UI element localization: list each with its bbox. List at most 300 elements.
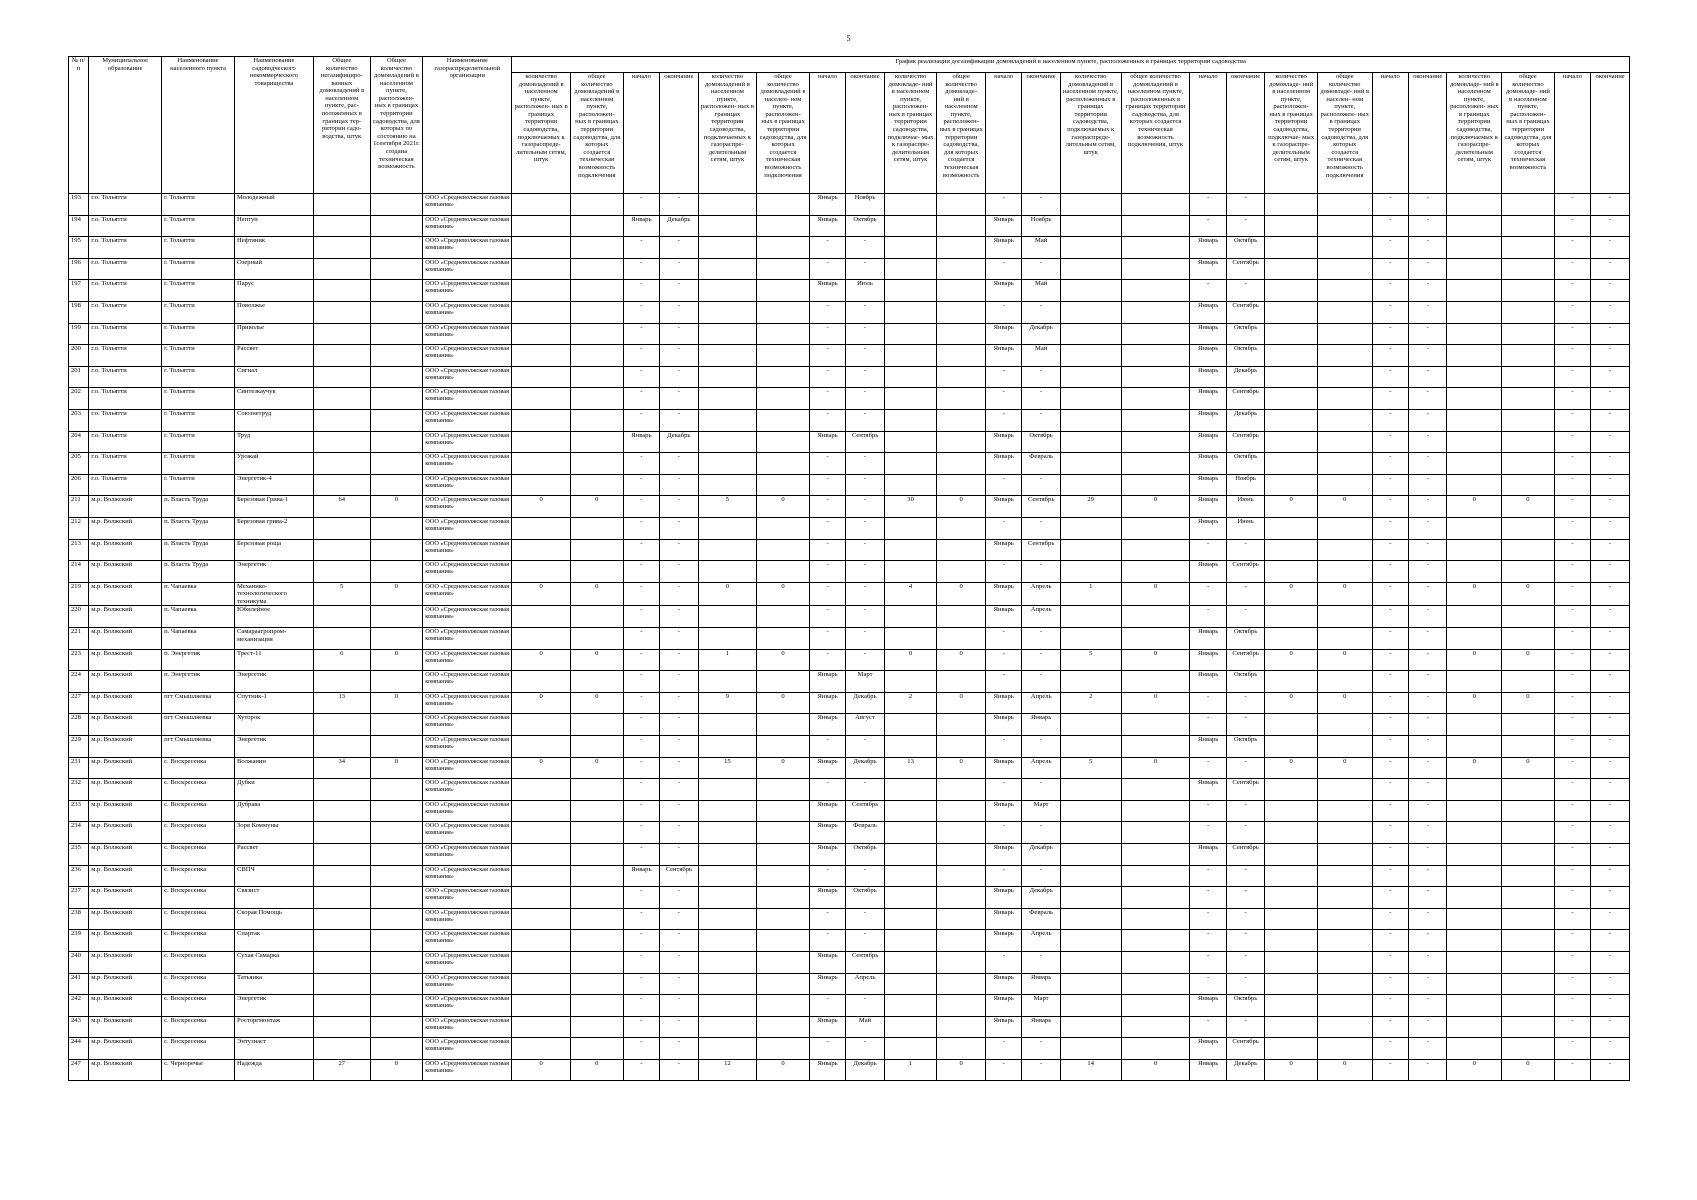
schedule-cell: - bbox=[1591, 843, 1630, 865]
schedule-cell bbox=[937, 517, 986, 539]
col-header-municipality: Муниципальное образование bbox=[89, 57, 162, 194]
schedule-cell: Январь bbox=[1190, 671, 1226, 693]
col-header-schedule-20: количество домовладе- ний в населенном пункте, расположен- ных в границах территории садоводства, подключаемых к газораспре- делительным сетям, штук bbox=[1447, 73, 1502, 194]
settlement-cell: г. Тольятти bbox=[162, 388, 235, 410]
schedule-cell bbox=[937, 930, 986, 952]
schedule-cell: Сентябрь bbox=[1226, 649, 1264, 671]
col-header-schedule-6: начало bbox=[809, 73, 845, 194]
snt-cell: Труд bbox=[234, 431, 313, 453]
schedule-cell: - bbox=[846, 606, 884, 628]
total-ungasified-cell: 27 bbox=[313, 1059, 370, 1081]
schedule-cell: - bbox=[1372, 714, 1408, 736]
schedule-cell bbox=[1060, 194, 1121, 216]
schedule-cell: - bbox=[1226, 930, 1264, 952]
col-header-schedule-16: количество домовладе- ний в населенном пункте, расположен- ных в границах территории садоводства, подключае- мых к газораспре- делительным сетям, штук bbox=[1265, 73, 1318, 194]
table-row bbox=[69, 995, 1630, 1017]
schedule-cell bbox=[1121, 671, 1190, 693]
row-number: 203 bbox=[69, 409, 89, 431]
schedule-cell bbox=[512, 887, 571, 909]
table-row bbox=[69, 194, 1630, 216]
schedule-cell bbox=[512, 215, 571, 237]
row-number: 219 bbox=[69, 582, 89, 606]
schedule-cell bbox=[512, 388, 571, 410]
schedule-cell: - bbox=[1409, 1059, 1447, 1081]
schedule-cell: - bbox=[809, 779, 845, 801]
schedule-cell bbox=[1502, 606, 1555, 628]
total-tech-possibility-cell: 0 bbox=[370, 1059, 423, 1081]
schedule-cell: - bbox=[660, 692, 698, 714]
settlement-cell: с. Воскресенка bbox=[162, 908, 235, 930]
total-ungasified-cell bbox=[313, 714, 370, 736]
schedule-cell bbox=[571, 714, 624, 736]
schedule-cell: Апрель bbox=[1022, 757, 1060, 779]
schedule-cell: - bbox=[1022, 561, 1060, 583]
municipality-cell: м.р. Волжский bbox=[89, 887, 162, 909]
schedule-cell: - bbox=[1409, 539, 1447, 561]
schedule-cell bbox=[698, 258, 757, 280]
schedule-cell bbox=[512, 474, 571, 496]
schedule-cell bbox=[1447, 1038, 1502, 1060]
table-row bbox=[69, 517, 1630, 539]
schedule-cell bbox=[698, 887, 757, 909]
schedule-cell bbox=[757, 561, 810, 583]
schedule-cell: 0 bbox=[757, 1059, 810, 1081]
schedule-cell bbox=[1121, 1016, 1190, 1038]
schedule-cell bbox=[1502, 280, 1555, 302]
schedule-cell: - bbox=[809, 474, 845, 496]
schedule-cell: - bbox=[1372, 995, 1408, 1017]
schedule-cell bbox=[512, 431, 571, 453]
schedule-cell: 0 bbox=[1502, 649, 1555, 671]
total-tech-possibility-cell bbox=[370, 237, 423, 259]
schedule-cell: - bbox=[623, 517, 659, 539]
schedule-cell: - bbox=[1409, 843, 1447, 865]
schedule-cell bbox=[698, 561, 757, 583]
row-number: 206 bbox=[69, 474, 89, 496]
schedule-cell bbox=[1447, 908, 1502, 930]
schedule-cell bbox=[571, 606, 624, 628]
schedule-cell: - bbox=[1190, 714, 1226, 736]
schedule-cell bbox=[884, 409, 937, 431]
schedule-cell: 29 bbox=[1060, 496, 1121, 518]
schedule-cell bbox=[1317, 1038, 1372, 1060]
total-tech-possibility-cell bbox=[370, 366, 423, 388]
gas-org-cell: ООО «Средневолжская газовая компания» bbox=[423, 1016, 512, 1038]
schedule-cell bbox=[757, 215, 810, 237]
table-row bbox=[69, 735, 1630, 757]
schedule-cell bbox=[884, 800, 937, 822]
schedule-cell bbox=[1502, 887, 1555, 909]
schedule-cell bbox=[1502, 388, 1555, 410]
schedule-cell bbox=[937, 628, 986, 650]
schedule-cell: 0 bbox=[571, 1059, 624, 1081]
schedule-cell: - bbox=[1591, 714, 1630, 736]
schedule-cell bbox=[937, 822, 986, 844]
schedule-cell: - bbox=[1409, 1038, 1447, 1060]
snt-cell: Березовая Грива-1 bbox=[234, 496, 313, 518]
schedule-cell: 0 bbox=[757, 496, 810, 518]
schedule-cell: - bbox=[1372, 280, 1408, 302]
schedule-cell bbox=[1265, 323, 1318, 345]
schedule-cell: - bbox=[1190, 757, 1226, 779]
schedule-cell bbox=[1121, 409, 1190, 431]
schedule-cell: Сентябрь bbox=[1022, 496, 1060, 518]
schedule-cell: - bbox=[1190, 692, 1226, 714]
row-number: 211 bbox=[69, 496, 89, 518]
schedule-cell: - bbox=[846, 908, 884, 930]
schedule-cell: - bbox=[1591, 561, 1630, 583]
schedule-cell: Ноябрь bbox=[846, 194, 884, 216]
schedule-cell bbox=[1317, 735, 1372, 757]
schedule-cell: Январь bbox=[1190, 301, 1226, 323]
schedule-cell bbox=[1447, 388, 1502, 410]
schedule-cell: - bbox=[1591, 1059, 1630, 1081]
snt-cell: Парус bbox=[234, 280, 313, 302]
row-number: 202 bbox=[69, 388, 89, 410]
schedule-cell bbox=[698, 1038, 757, 1060]
schedule-cell: - bbox=[1372, 779, 1408, 801]
schedule-cell: Январь bbox=[623, 431, 659, 453]
snt-cell: Молодежный bbox=[234, 194, 313, 216]
schedule-cell bbox=[1502, 194, 1555, 216]
snt-cell: Зоря Коммуны bbox=[234, 822, 313, 844]
schedule-cell: - bbox=[809, 865, 845, 887]
schedule-cell: Январь bbox=[1190, 366, 1226, 388]
schedule-cell bbox=[571, 930, 624, 952]
schedule-cell bbox=[512, 606, 571, 628]
schedule-cell bbox=[1317, 1016, 1372, 1038]
snt-cell: Березовая роща bbox=[234, 539, 313, 561]
municipality-cell: м.р. Волжский bbox=[89, 843, 162, 865]
schedule-cell: Сентябрь bbox=[1226, 779, 1264, 801]
schedule-cell bbox=[937, 1038, 986, 1060]
total-tech-possibility-cell bbox=[370, 323, 423, 345]
schedule-cell: 0 bbox=[1502, 496, 1555, 518]
schedule-cell bbox=[757, 628, 810, 650]
schedule-cell: - bbox=[846, 582, 884, 606]
schedule-cell: 0 bbox=[1121, 757, 1190, 779]
gas-org-cell: ООО «Средневолжская газовая компания» bbox=[423, 628, 512, 650]
schedule-cell bbox=[512, 973, 571, 995]
schedule-cell: 1 bbox=[698, 649, 757, 671]
schedule-cell: - bbox=[1022, 951, 1060, 973]
municipality-cell: м.р. Волжский bbox=[89, 649, 162, 671]
snt-cell: Связист bbox=[234, 887, 313, 909]
schedule-cell bbox=[1447, 800, 1502, 822]
total-ungasified-cell bbox=[313, 280, 370, 302]
schedule-cell: - bbox=[1554, 496, 1590, 518]
schedule-cell: 1 bbox=[884, 1059, 937, 1081]
schedule-cell bbox=[512, 865, 571, 887]
schedule-cell bbox=[698, 1016, 757, 1038]
schedule-cell bbox=[757, 779, 810, 801]
schedule-cell bbox=[1060, 453, 1121, 475]
schedule-cell bbox=[698, 409, 757, 431]
table-row bbox=[69, 714, 1630, 736]
schedule-cell: Июнь bbox=[1226, 517, 1264, 539]
schedule-cell bbox=[1447, 628, 1502, 650]
municipality-cell: г.о. Тольятти bbox=[89, 237, 162, 259]
schedule-cell: - bbox=[1409, 908, 1447, 930]
schedule-cell: Январь bbox=[809, 843, 845, 865]
row-number: 235 bbox=[69, 843, 89, 865]
col-header-snt: Наименование садоводческого некоммерческого товарищества bbox=[234, 57, 313, 194]
schedule-cell bbox=[1060, 865, 1121, 887]
row-number: 197 bbox=[69, 280, 89, 302]
settlement-cell: пгт Смышляевка bbox=[162, 692, 235, 714]
schedule-cell bbox=[1317, 843, 1372, 865]
schedule-cell: - bbox=[623, 582, 659, 606]
schedule-cell bbox=[937, 215, 986, 237]
schedule-cell: - bbox=[623, 561, 659, 583]
gas-org-cell: ООО «Средневолжская газовая компания» bbox=[423, 582, 512, 606]
schedule-cell: - bbox=[1409, 822, 1447, 844]
schedule-cell: - bbox=[985, 258, 1021, 280]
schedule-cell: - bbox=[985, 474, 1021, 496]
schedule-cell bbox=[571, 561, 624, 583]
gas-org-cell: ООО «Средневолжская газовая компания» bbox=[423, 930, 512, 952]
schedule-cell bbox=[1265, 1016, 1318, 1038]
municipality-cell: м.р. Волжский bbox=[89, 517, 162, 539]
settlement-cell: г. Тольятти bbox=[162, 280, 235, 302]
schedule-cell bbox=[512, 714, 571, 736]
schedule-cell bbox=[1317, 258, 1372, 280]
total-tech-possibility-cell bbox=[370, 431, 423, 453]
table-row bbox=[69, 323, 1630, 345]
schedule-cell bbox=[937, 1016, 986, 1038]
schedule-cell bbox=[1317, 800, 1372, 822]
schedule-cell bbox=[1060, 301, 1121, 323]
schedule-cell bbox=[1447, 366, 1502, 388]
col-header-schedule-14: начало bbox=[1190, 73, 1226, 194]
schedule-cell bbox=[1502, 930, 1555, 952]
schedule-cell bbox=[1265, 671, 1318, 693]
schedule-cell: - bbox=[985, 649, 1021, 671]
schedule-cell: Сентябрь bbox=[846, 951, 884, 973]
total-tech-possibility-cell bbox=[370, 388, 423, 410]
schedule-cell: 0 bbox=[512, 692, 571, 714]
schedule-cell bbox=[1265, 431, 1318, 453]
schedule-cell: Январь bbox=[985, 800, 1021, 822]
total-tech-possibility-cell bbox=[370, 951, 423, 973]
schedule-cell: - bbox=[1409, 301, 1447, 323]
schedule-cell bbox=[757, 887, 810, 909]
schedule-cell bbox=[757, 951, 810, 973]
schedule-cell: - bbox=[1591, 757, 1630, 779]
municipality-cell: м.р. Волжский bbox=[89, 951, 162, 973]
schedule-cell: - bbox=[660, 628, 698, 650]
schedule-cell bbox=[512, 822, 571, 844]
total-ungasified-cell bbox=[313, 1038, 370, 1060]
row-number: 232 bbox=[69, 779, 89, 801]
schedule-cell: - bbox=[1190, 973, 1226, 995]
schedule-cell: - bbox=[623, 735, 659, 757]
schedule-cell bbox=[571, 628, 624, 650]
schedule-cell: - bbox=[1372, 951, 1408, 973]
schedule-cell: Январь bbox=[1190, 453, 1226, 475]
schedule-cell: Январь bbox=[985, 431, 1021, 453]
schedule-cell bbox=[884, 453, 937, 475]
schedule-cell bbox=[884, 908, 937, 930]
schedule-cell bbox=[1265, 606, 1318, 628]
schedule-cell: - bbox=[660, 973, 698, 995]
schedule-cell bbox=[1265, 366, 1318, 388]
settlement-cell: г. Тольятти bbox=[162, 345, 235, 367]
schedule-cell bbox=[1121, 973, 1190, 995]
schedule-cell: 0 bbox=[757, 692, 810, 714]
schedule-cell bbox=[571, 323, 624, 345]
schedule-cell: - bbox=[1022, 1059, 1060, 1081]
schedule-cell: - bbox=[1226, 973, 1264, 995]
schedule-cell: Январь bbox=[1190, 517, 1226, 539]
gas-org-cell: ООО «Средневолжская газовая компания» bbox=[423, 409, 512, 431]
total-ungasified-cell bbox=[313, 628, 370, 650]
schedule-cell bbox=[1502, 561, 1555, 583]
schedule-cell bbox=[1447, 951, 1502, 973]
schedule-cell bbox=[698, 280, 757, 302]
schedule-cell: Январь bbox=[809, 800, 845, 822]
schedule-cell bbox=[1447, 779, 1502, 801]
schedule-cell: - bbox=[660, 194, 698, 216]
schedule-cell bbox=[571, 431, 624, 453]
total-ungasified-cell bbox=[313, 453, 370, 475]
schedule-cell bbox=[1317, 215, 1372, 237]
row-number: 234 bbox=[69, 822, 89, 844]
schedule-cell: Январь bbox=[985, 582, 1021, 606]
schedule-cell bbox=[512, 323, 571, 345]
schedule-cell bbox=[1121, 539, 1190, 561]
schedule-cell: - bbox=[846, 258, 884, 280]
municipality-cell: г.о. Тольятти bbox=[89, 366, 162, 388]
schedule-cell bbox=[1317, 951, 1372, 973]
schedule-cell: - bbox=[623, 366, 659, 388]
schedule-cell: 0 bbox=[571, 496, 624, 518]
schedule-cell: - bbox=[846, 1038, 884, 1060]
schedule-cell: - bbox=[660, 409, 698, 431]
schedule-cell: - bbox=[1372, 692, 1408, 714]
schedule-cell bbox=[757, 194, 810, 216]
schedule-cell: - bbox=[623, 237, 659, 259]
total-tech-possibility-cell bbox=[370, 258, 423, 280]
schedule-cell bbox=[937, 800, 986, 822]
schedule-cell: - bbox=[1591, 973, 1630, 995]
schedule-cell: - bbox=[623, 628, 659, 650]
col-header-gas-org: Наименование газораспределительной организации bbox=[423, 57, 512, 194]
row-number: 198 bbox=[69, 301, 89, 323]
schedule-cell bbox=[1502, 800, 1555, 822]
schedule-cell bbox=[512, 800, 571, 822]
schedule-cell: 5 bbox=[1060, 649, 1121, 671]
schedule-cell bbox=[884, 628, 937, 650]
gas-org-cell: ООО «Средневолжская газовая компания» bbox=[423, 606, 512, 628]
municipality-cell: м.р. Волжский bbox=[89, 561, 162, 583]
schedule-cell: 0 bbox=[1317, 582, 1372, 606]
schedule-cell: - bbox=[809, 649, 845, 671]
total-tech-possibility-cell bbox=[370, 301, 423, 323]
gas-org-cell: ООО «Средневолжская газовая компания» bbox=[423, 323, 512, 345]
schedule-cell bbox=[1317, 345, 1372, 367]
schedule-cell: - bbox=[1554, 671, 1590, 693]
schedule-cell: Сентябрь bbox=[1022, 539, 1060, 561]
municipality-cell: г.о. Тольятти bbox=[89, 409, 162, 431]
schedule-cell: - bbox=[1372, 1038, 1408, 1060]
schedule-cell bbox=[1317, 323, 1372, 345]
municipality-cell: м.р. Волжский bbox=[89, 606, 162, 628]
gas-org-cell: ООО «Средневолжская газовая компания» bbox=[423, 237, 512, 259]
schedule-cell bbox=[1121, 735, 1190, 757]
schedule-cell: 12 bbox=[698, 1059, 757, 1081]
schedule-cell bbox=[571, 800, 624, 822]
schedule-cell: 0 bbox=[937, 649, 986, 671]
schedule-cell bbox=[1265, 735, 1318, 757]
row-number: 243 bbox=[69, 1016, 89, 1038]
schedule-cell bbox=[698, 366, 757, 388]
row-number: 195 bbox=[69, 237, 89, 259]
schedule-cell: 0 bbox=[512, 649, 571, 671]
schedule-cell bbox=[1060, 822, 1121, 844]
schedule-cell bbox=[884, 671, 937, 693]
schedule-cell bbox=[1447, 474, 1502, 496]
schedule-cell: Май bbox=[1022, 280, 1060, 302]
schedule-cell: Январь bbox=[1190, 345, 1226, 367]
total-tech-possibility-cell bbox=[370, 908, 423, 930]
schedule-cell: 0 bbox=[571, 649, 624, 671]
total-ungasified-cell bbox=[313, 237, 370, 259]
total-ungasified-cell bbox=[313, 930, 370, 952]
schedule-cell bbox=[937, 194, 986, 216]
total-tech-possibility-cell: 0 bbox=[370, 692, 423, 714]
schedule-cell: - bbox=[1591, 323, 1630, 345]
schedule-cell: - bbox=[985, 388, 1021, 410]
schedule-cell bbox=[1060, 908, 1121, 930]
schedule-cell: - bbox=[1554, 930, 1590, 952]
schedule-cell: - bbox=[1022, 366, 1060, 388]
schedule-cell: - bbox=[1409, 628, 1447, 650]
schedule-cell: Сентябрь bbox=[660, 865, 698, 887]
schedule-cell: - bbox=[1554, 995, 1590, 1017]
schedule-cell: - bbox=[623, 345, 659, 367]
schedule-cell: 0 bbox=[1502, 692, 1555, 714]
schedule-cell: Январь bbox=[623, 215, 659, 237]
schedule-cell: - bbox=[1372, 1016, 1408, 1038]
table-row bbox=[69, 800, 1630, 822]
schedule-cell: - bbox=[1554, 539, 1590, 561]
schedule-cell bbox=[757, 908, 810, 930]
schedule-cell bbox=[757, 474, 810, 496]
schedule-cell bbox=[1121, 908, 1190, 930]
snt-cell: Синтезкаучук bbox=[234, 388, 313, 410]
schedule-cell bbox=[512, 409, 571, 431]
settlement-cell: п. Энергетик bbox=[162, 671, 235, 693]
col-header-schedule-17: общее количество домовладе- ний в населен- ном пункте, расположен- ных в границах территории садоводства, для которых создается техническая возможность подключения bbox=[1317, 73, 1372, 194]
col-header-schedule-0: количество домовладений в населенном пункте, расположен- ных в границах территории садоводства, подключаемых к газораспреде- лительным сетям, штук bbox=[512, 73, 571, 194]
table-row bbox=[69, 237, 1630, 259]
schedule-cell: - bbox=[1226, 800, 1264, 822]
schedule-cell bbox=[884, 779, 937, 801]
total-ungasified-cell bbox=[313, 517, 370, 539]
schedule-cell: Январь bbox=[985, 973, 1021, 995]
schedule-cell: Февраль bbox=[846, 822, 884, 844]
schedule-cell: - bbox=[1022, 1038, 1060, 1060]
schedule-cell: - bbox=[809, 735, 845, 757]
schedule-cell: Январь bbox=[985, 995, 1021, 1017]
schedule-cell: - bbox=[1591, 606, 1630, 628]
schedule-cell bbox=[1317, 714, 1372, 736]
schedule-cell bbox=[757, 822, 810, 844]
gas-org-cell: ООО «Средневолжская газовая компания» bbox=[423, 995, 512, 1017]
schedule-cell: Январь bbox=[1022, 714, 1060, 736]
schedule-cell: 0 bbox=[1265, 757, 1318, 779]
